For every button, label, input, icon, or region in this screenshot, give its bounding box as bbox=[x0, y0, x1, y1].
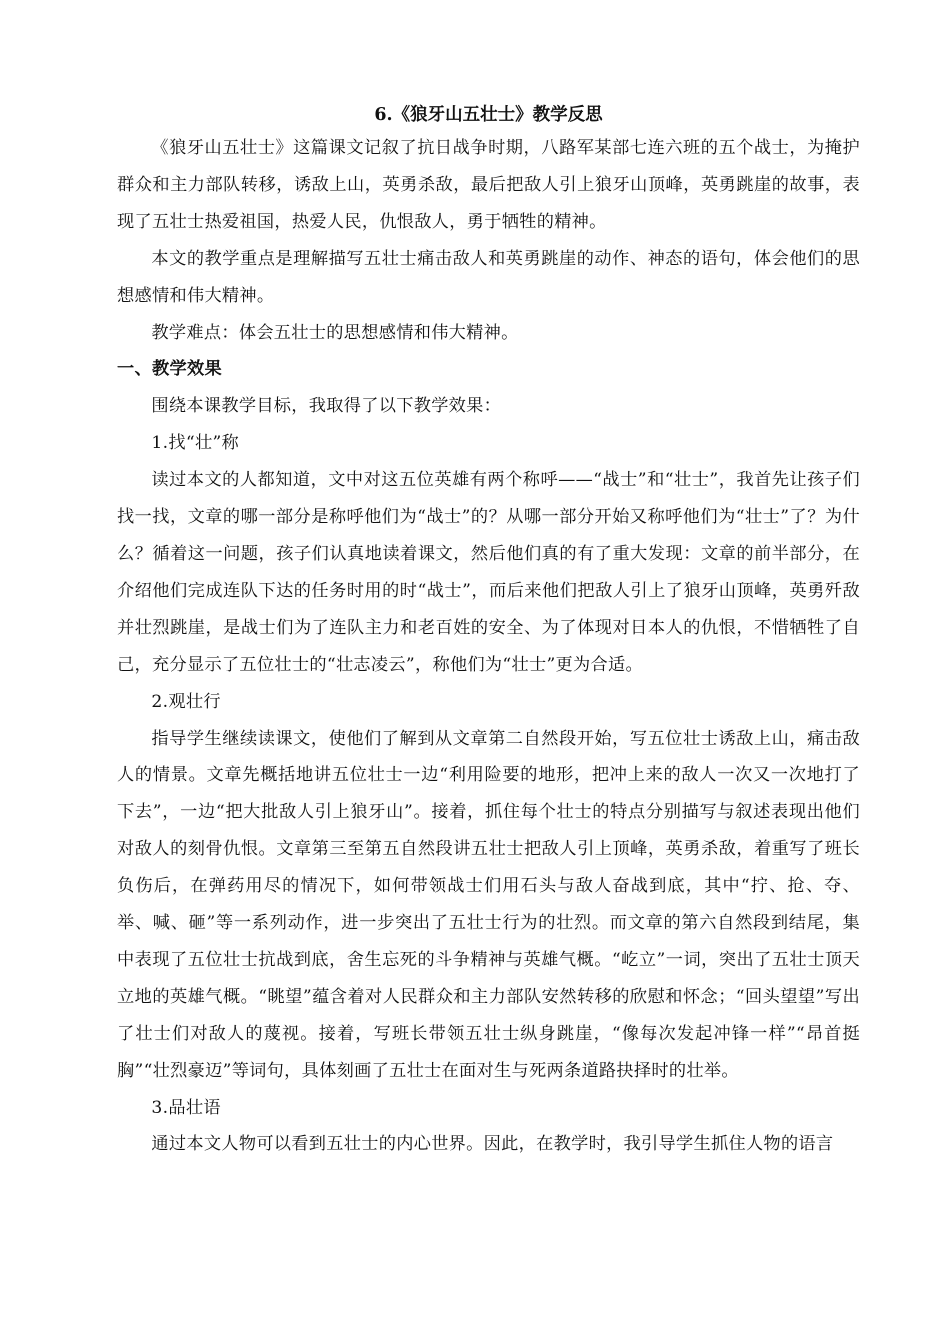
item1-paragraph: 读过本文的人都知道，文中对这五位英雄有两个称呼——“战士”和“壮士”，我首先让孩子们找一找，文章的哪一部分是称呼他们为“战士”的？从哪一部分开始又称呼他们为“壮士”了？为什么？循着这一问题，孩子们认真地读着课文，然后他们真的有了重大发现：文章的前半部分，在介绍他们完成连队下达的任务时用的时“战士”，而后来他们把敌人引上了狼牙山顶峰，英勇歼敌并壮烈跳崖，是战士们为了连队主力和老百姓的安全、为了体现对日本人的仇恨，不惜牺牲了自己，充分显示了五位壮士的“壮志凌云”，称他们为“壮士”更为合适。 bbox=[117, 470, 860, 675]
intro-paragraph-summary: 《狼牙山五壮士》这篇课文记叙了抗日战争时期，八路军某部七连六班的五个战士，为掩护群众和主力部队转移，诱敌上山，英勇杀敌，最后把敌人引上狼牙山顶峰，英勇跳崖的故事，表现了五壮士热爱祖国，热爱人民，仇恨敌人，勇于牺牲的精神。 bbox=[117, 138, 860, 232]
item3-paragraph: 通过本文人物可以看到五壮士的内心世界。因此，在教学时，我引导学生抓住人物的语言 bbox=[151, 1134, 834, 1155]
section-lead-paragraph: 围绕本课教学目标，我取得了以下教学效果： bbox=[151, 396, 502, 417]
intro-paragraph-key-points: 本文的教学重点是理解描写五壮士痛击敌人和英勇跳崖的动作、神态的语句，体会他们的思想感情和伟大精神。 bbox=[117, 248, 860, 306]
item2-paragraph: 指导学生继续读课文，使他们了解到从文章第二自然段开始，写五位壮士诱敌上山，痛击敌人的情景。文章先概括地讲五位壮士一边“利用险要的地形，把冲上来的敌人一次又一次地打了下去”，一边“把大批敌人引上狼牙山”。接着，抓住每个壮士的特点分别描写与叙述表现出他们对敌人的刻骨仇恨。文章第三至第五自然段讲五壮士把敌人引上顶峰，英勇杀敌，着重写了班长负伤后，在弹药用尽的情况下，如何带领战士们用石头与敌人奋战到底，其中“拧、抢、夺、举、喊、砸”等一系列动作，进一步突出了五壮士行为的壮烈。而文章的第六自然段到结尾，集中表现了五位壮士抗战到底，舍生忘死的斗争精神与英雄气概。“屹立”一词，突出了五壮士顶天立地的英雄气概。“眺望”蕴含着对人民群众和主力部队安然转移的欣慰和怀念；“回头望望”写出了壮士们对敌人的蔑视。接着，写班长带领五壮士纵身跳崖，“像每次发起冲锋一样”“昂首挺胸”“壮烈豪迈”等词句，具体刻画了五壮士在面对生与死两条道路抉择时的壮举。 bbox=[117, 728, 860, 1081]
item1-title: 1.找“壮”称 bbox=[151, 433, 240, 454]
section-heading-teaching-effect: 一、教学效果 bbox=[117, 359, 222, 380]
item3-title: 3.品壮语 bbox=[151, 1097, 221, 1118]
item2-title: 2.观壮行 bbox=[151, 691, 221, 712]
document-title: 6.《狼牙山五壮士》教学反思 bbox=[374, 105, 603, 125]
document-page bbox=[117, 98, 860, 1163]
intro-paragraph-difficulty: 教学难点：体会五壮士的思想感情和伟大精神。 bbox=[151, 322, 519, 343]
